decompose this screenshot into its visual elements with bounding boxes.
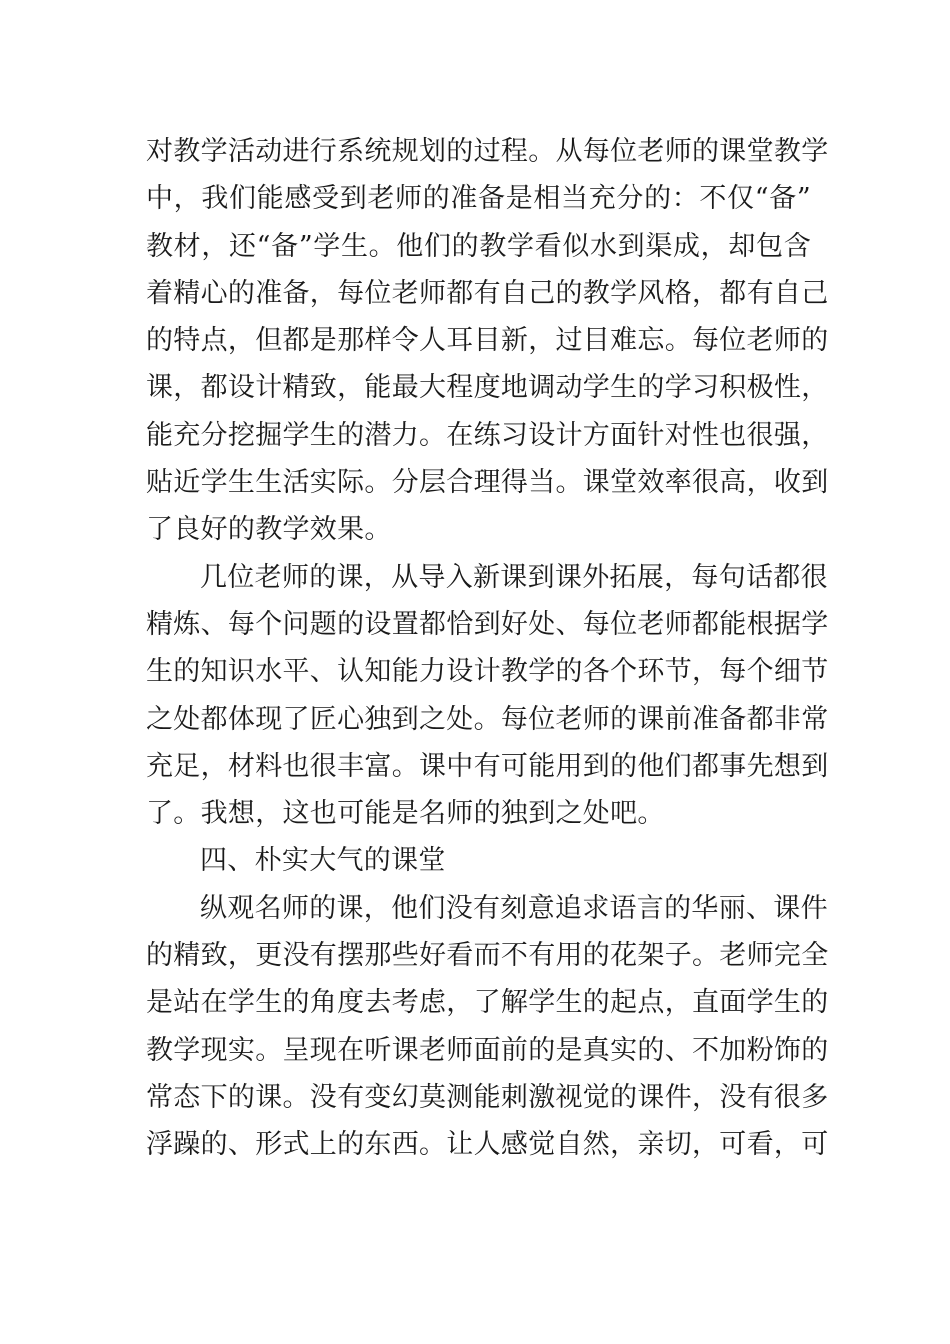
text-line-8: 贴近学生生活实际。分层合理得当。课堂效率很高，收到: [146, 467, 829, 499]
text-line-10: 几位老师的课，从导入新课到课外拓展，每句话都很: [200, 561, 828, 593]
text-line-4: 着精心的准备，每位老师都有自己的教学风格，都有自己: [146, 277, 829, 309]
text-line-21: 常态下的课。没有变幻莫测能刺激视觉的课件，没有很多: [146, 1081, 829, 1113]
text-line-2: 中，我们能感受到老师的准备是相当充分的：不仅“备”: [146, 183, 811, 215]
text-line-5: 的特点，但都是那样令人耳目新，过目难忘。每位老师的: [146, 325, 829, 357]
section-heading: 四、朴实大气的课堂: [200, 845, 446, 877]
text-line-3: 教材，还“备”学生。他们的教学看似水到渠成，却包含: [146, 230, 811, 262]
text-line-22: 浮躁的、形式上的东西。让人感觉自然，亲切，可看，可: [146, 1129, 829, 1161]
text-line-9: 了良好的教学效果。: [146, 514, 392, 546]
text-line-15: 了。我想，这也可能是名师的独到之处吧。: [146, 798, 665, 830]
text-line-12: 生的知识水平、认知能力设计教学的各个环节，每个细节: [146, 656, 829, 688]
text-line-18: 的精致，更没有摆那些好看而不有用的花架子。老师完全: [146, 940, 829, 972]
text-line-1: 对教学活动进行系统规划的过程。从每位老师的课堂教学: [146, 136, 829, 167]
text-line-14: 充足，材料也很丰富。课中有可能用到的他们都事先想到: [146, 750, 829, 782]
document-body: [146, 128, 829, 1169]
text-line-17: 纵观名师的课，他们没有刻意追求语言的华丽、课件: [200, 892, 828, 924]
text-line-6: 课，都设计精致，能最大程度地调动学生的学习积极性，: [146, 372, 829, 404]
text-line-13: 之处都体现了匠心独到之处。每位老师的课前准备都非常: [146, 703, 829, 735]
text-line-19: 是站在学生的角度去考虑，了解学生的起点，直面学生的: [146, 987, 829, 1019]
text-line-20: 教学现实。呈现在听课老师面前的是真实的、不加粉饰的: [146, 1034, 829, 1066]
text-line-7: 能充分挖掘学生的潜力。在练习设计方面针对性也很强，: [146, 419, 829, 451]
text-line-11: 精炼、每个问题的设置都恰到好处、每位老师都能根据学: [146, 608, 829, 640]
